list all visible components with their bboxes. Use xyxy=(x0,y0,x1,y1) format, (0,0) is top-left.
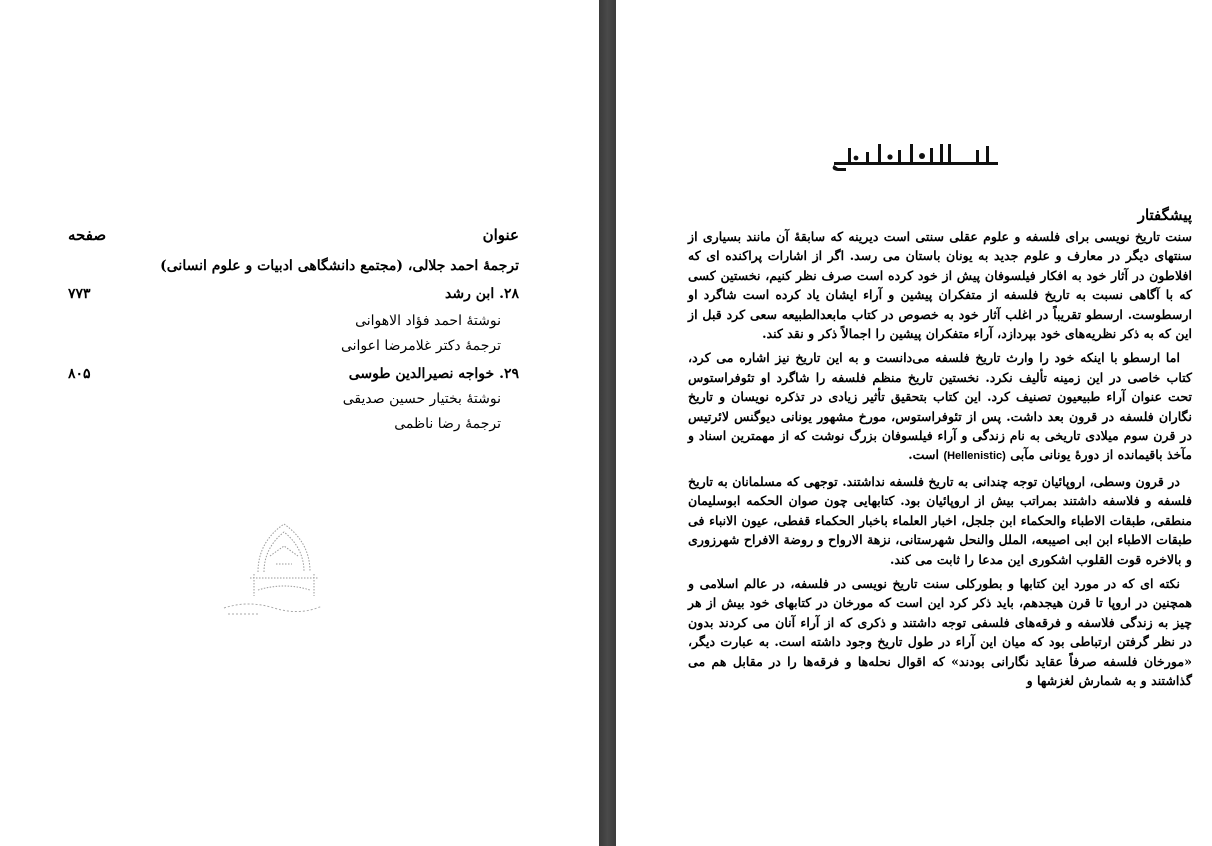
preface-paragraph xyxy=(688,472,1192,569)
book-spine xyxy=(599,0,616,846)
toc-entry-translator: ترجمهٔ دکتر غلامرضا اعوانی xyxy=(340,338,501,354)
toc-translator-line: ترجمهٔ احمد جلالی، (مجتمع دانشگاهی ادبیات و علوم انسانی) xyxy=(160,258,519,274)
right-page xyxy=(616,0,1212,846)
toc-page-column-label: صفحه xyxy=(68,226,107,244)
paragraph-text: اما ارسطو با اینکه خود را وارث تاریخ فلسفه می‌دانست و به این تاریخ نیز اشاره می کرد، کتاب خاصی در این زمینه تألیف نکرد. نخستین تاریخ منظم فلسفه را شاگرد او تئوفراستوس تحت عنوان آراء طبیعیون تصنیف کرد. این کتاب بتحقیق تأثیر زیادی در تذکره نویسان و تاریخ نگاران فلسفه در قرون بعد داشت. پس از تئوفراستوس، مورخ مشهور یونانی دیوگنس لائرتیس در قرن سوم میلادی تاریخی به نام زندگی و آراء فیلسوفان بزرگ نوشت که از مهمترین اسناد و مآخذ باقیمانده از دورهٔ یونانی مآبی xyxy=(688,350,1192,463)
toc-entry-translator: ترجمهٔ رضا ناظمی xyxy=(394,416,501,432)
left-page xyxy=(0,0,599,846)
basmala-calligraphy-icon xyxy=(826,140,1006,172)
preface-title: پیشگفتار xyxy=(1137,206,1192,224)
toc-entry-page: ۷۷۳ xyxy=(68,286,91,302)
preface-body xyxy=(688,227,1192,695)
preface-paragraph xyxy=(688,227,1192,343)
publisher-logo-icon xyxy=(218,516,328,620)
preface-paragraph xyxy=(688,574,1192,690)
toc-entry-author: نوشتهٔ احمد فؤاد الاهوانی xyxy=(355,313,501,329)
toc-title: عنوان xyxy=(482,226,519,244)
latin-term: (Hellenistic) xyxy=(943,450,1006,463)
paragraph-text-suffix: است. xyxy=(908,447,940,463)
toc-entry-page: ۸۰۵ xyxy=(68,366,91,382)
paragraph-text: سنت تاریخ نویسی برای فلسفه و علوم عقلی سنتی است دیرینه که سابقهٔ آن مانند بسیاری از سنتهای دیگر در معارف و علوم جدید به یونان باستان می رسد. اگر از اشارات پراکنده ای که افلاطون در آثار خود به افکار فیلسوفان پیش از خود کرده است صرف نظر کنیم، نخستین کسی که با آگاهی نسبت به تاریخ فلسفه از متفکران پیشین و آراء ایشان یاد کرده است شاگرد او ارسطوست. ارسطو تقریباً در اغلب آثار خود به خصوص در کتاب مابعدالطبیعه سعی کرد قبل از این که به ذکر نظریه‌های خود بپردازد، آراء متفکران پیشین را اجمالاً ذکر و نقد کند. xyxy=(688,229,1192,342)
preface-paragraph xyxy=(688,348,1192,466)
toc-entry-title: ۲۸. ابن رشد xyxy=(445,286,519,302)
toc-entry-author: نوشتهٔ بختیار حسین صدیقی xyxy=(342,391,501,407)
toc-entry-title: ۲۹. خواجه نصیرالدین طوسی xyxy=(348,366,519,382)
paragraph-text: نکته ای که در مورد این کتابها و بطورکلی سنت تاریخ نویسی در فلسفه، در عالم اسلامی و همچنین در اروپا تا قرن هیجدهم، باید ذکر کرد این است که مورخان در کتابهای خود بیش از هر چیز به زندگی فلاسفه و فرقه‌های فلسفی توجه داشتند و ذکری که از آراء آنان می کردند بدون در نظر گرفتن ارتباطی بود که میان این آراء در طول تاریخ وجود داشته است. به عبارت دیگر، «مورخان فلسفه صرفاً عقاید نگارانی بودند» که اقوال نحله‌ها و فرقه‌ها را در مقابل هم می گذاشتند و به شمارش لغزشها و xyxy=(688,575,1192,688)
paragraph-text: در قرون وسطی، اروپائیان توجه چندانی به تاریخ فلسفه نداشتند. توجهی که مسلمانان به تاریخ فلسفه و فلاسفه داشتند بمراتب بیش از اروپائیان بود. کتابهایی چون صوان الحکمه ابوسلیمان منطقی، طبقات الاطباء والحکماء ابن جلجل، اخبار العلماء باخبار الحکماء قفطی، عیون الانباء فی طبقات الاطباء ابن ابی اصیبعه، الملل والنحل شهرستانی، نزهة الارواح و روضة الافراح شهرزوری و بالاخره قوت القلوب اشکوری این مدعا را ثابت می کند. xyxy=(688,473,1192,567)
